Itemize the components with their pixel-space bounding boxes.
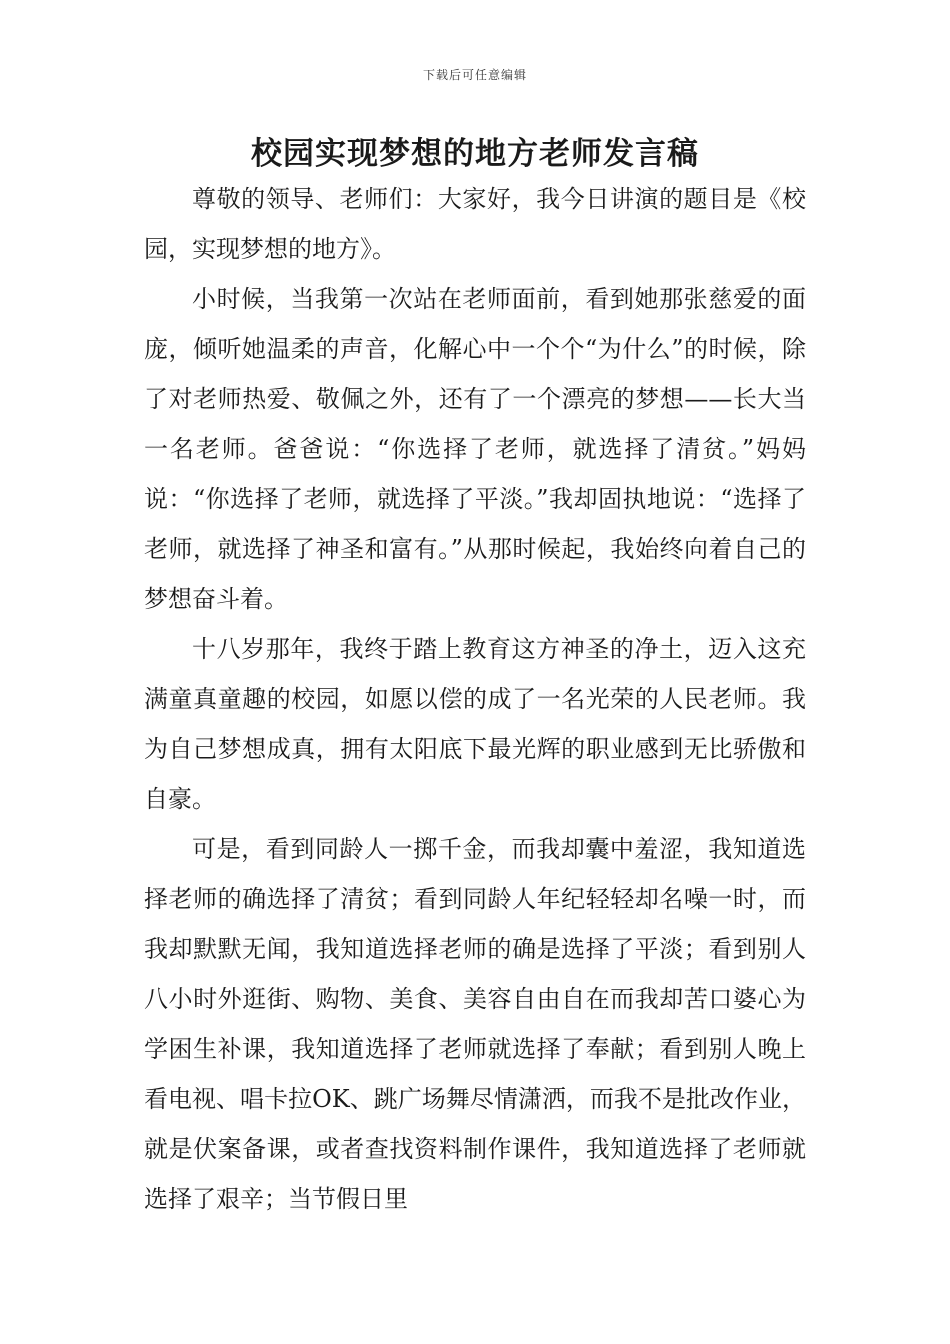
document-title: 校园实现梦想的地方老师发言稿 — [251, 136, 699, 172]
paragraph: 十八岁那年，我终于踏上教育这方神圣的净土，迈入这充满童真童趣的校园，如愿以偿的成了一名光荣的人民老师。我为自己梦想成真，拥有太阳底下最光辉的职业感到无比骄傲和自豪。 — [144, 635, 806, 813]
paragraph: 尊敬的领导、老师们：大家好，我今日讲演的题目是《校园，实现梦想的地方》。 — [144, 185, 806, 263]
paragraph: 小时候，当我第一次站在老师面前，看到她那张慈爱的面庞，倾听她温柔的声音，化解心中一个个“为什么”的时候，除了对老师热爱、敬佩之外，还有了一个漂亮的梦想——长大当一名老师。爸爸说：“你选择了老师，就选择了清贫。”妈妈说：“你选择了老师，就选择了平淡。”我却固执地说：“选择了老师，就选择了神圣和富有。”从那时候起，我始终向着自己的梦想奋斗着。 — [144, 285, 806, 613]
document-body — [144, 174, 806, 1224]
header-note: 下载后可任意编辑 — [422, 68, 527, 82]
paragraph: 可是，看到同龄人一掷千金，而我却囊中羞涩，我知道选择老师的确选择了清贫；看到同龄人年纪轻轻却名噪一时，而我却默默无闻，我知道选择老师的确是选择了平淡；看到别人八小时外逛街、购物、美食、美容自由自在而我却苦口婆心为学困生补课，我知道选择了老师就选择了奉献；看到别人晚上看电视、唱卡拉OK、跳广场舞尽情潇洒，而我不是批改作业，就是伏案备课，或者查找资料制作课件，我知道选择了老师就选择了艰辛；当节假日里 — [144, 835, 806, 1213]
